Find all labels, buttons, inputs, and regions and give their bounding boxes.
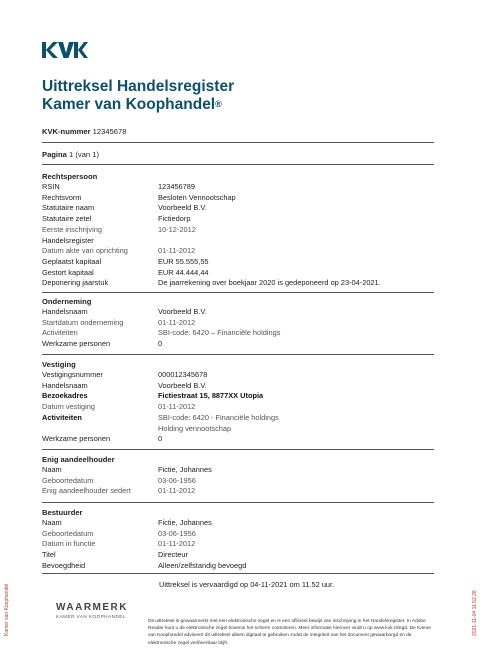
field-label: Datum akte van oprichting [42, 246, 128, 256]
field-value: EUR 44.444,44 [158, 267, 209, 277]
field-label: Handelsnaam [42, 380, 88, 390]
field-value: 01-11-2012 [158, 486, 196, 496]
field-label: Startdatum onderneming [42, 317, 124, 327]
field-label: RSIN [42, 182, 60, 191]
field-value: 01-11-2012 [158, 317, 196, 327]
field-value: 123456789 [158, 182, 195, 191]
title-line-2-text: Kamer van Koophandel [42, 96, 216, 113]
field-value: 03-06-1956 [158, 475, 196, 485]
kvk-logo [42, 42, 88, 58]
field-value: Besloten Vennootschap [158, 192, 236, 202]
field-label: Rechtsvorm [42, 192, 82, 202]
waarmerk-subtitle: KAMER VAN KOOPHANDEL [56, 614, 126, 619]
divider [42, 449, 434, 450]
side-label-left: Kamer van Koophandel [4, 583, 10, 636]
field-value: EUR 55.555,55 [158, 256, 209, 266]
section-vestiging [42, 359, 434, 445]
field-value: 03-06-1956 [158, 528, 196, 538]
field-label: Activiteiten [42, 328, 78, 338]
field-value: 0 [158, 434, 163, 444]
section-title: Rechtspersoon [42, 172, 98, 181]
field-label: Gestort kapitaal [42, 267, 94, 277]
field-label: Geboortedatum [42, 475, 94, 485]
page-label: Pagina [42, 150, 67, 159]
field-value: Voorbeeld B.V. [158, 203, 207, 213]
field-label: Statutaire naam [42, 203, 95, 213]
field-label: Naam [42, 465, 62, 474]
field-value: Fictiestraat 15, 8877XX Utopia [158, 391, 264, 401]
field-label: Geplaatst kapitaal [42, 256, 102, 266]
field-label: Enig aandeelhouder sedert [42, 486, 131, 496]
divider [42, 354, 434, 355]
field-value: 000012345678 [158, 370, 208, 379]
field-label: Naam [42, 518, 62, 527]
field-value: Fictie, Johannes [158, 518, 212, 527]
divider [42, 142, 434, 143]
section-title: Vestiging [42, 360, 76, 369]
section-title: Enig aandeelhouder [42, 455, 115, 464]
field-value: De jaarrekening over boekjaar 2020 is gedeponeerd op 23-04-2021. [158, 278, 381, 288]
divider [42, 573, 434, 574]
field-label: Datum in functie [42, 539, 96, 549]
field-label: Geboortedatum [42, 528, 94, 538]
field-label: Handelsregister [42, 235, 94, 245]
section-title: Onderneming [42, 297, 92, 306]
divider [42, 502, 434, 503]
kvk-number-label: KVK-nummer [42, 127, 91, 136]
kvk-number-value: 12345678 [92, 127, 127, 136]
section-rechtspersoon [42, 171, 434, 289]
divider [42, 292, 434, 293]
divider [42, 164, 434, 165]
section-bestuurder [42, 507, 434, 572]
document-title [42, 78, 234, 114]
field-label: Eerste inschrijving [42, 224, 102, 234]
field-label: Bezoekadres [42, 391, 88, 401]
field-value: Voorbeeld B.V. [158, 307, 207, 316]
field-label: Activiteiten [42, 412, 82, 422]
field-label: Werkzame personen [42, 339, 111, 349]
registered-mark: ® [215, 99, 222, 109]
field-value: Fictiedorp [158, 214, 191, 224]
title-line-2 [42, 96, 234, 114]
field-value: Directeur [158, 550, 188, 560]
field-label: Statutaire zetel [42, 214, 92, 224]
field-value: 01-11-2012 [158, 402, 196, 412]
field-value: 01-11-2012 [158, 246, 196, 256]
field-value: 0 [158, 339, 163, 349]
field-label: Titel [42, 550, 56, 560]
waarmerk-title: WAARMERK [56, 602, 128, 613]
field-label [42, 424, 158, 435]
section-title: Bestuurder [42, 508, 83, 517]
field-label: Vestigingsnummer [42, 370, 103, 379]
waarmerk-stamp [56, 602, 128, 619]
section-aandeelhouder [42, 454, 434, 497]
page-indicator [42, 150, 99, 159]
field-value: SBI-code: 6420 - Financiële holdings [158, 412, 279, 422]
section-onderneming [42, 296, 434, 350]
field-label: Deponering jaarstuk [42, 278, 109, 288]
side-timestamp: 2021-11-04 11:52:28 [472, 590, 478, 636]
extract-date: Uittreksel is vervaardigd op 04-11-2021 om 11.52 uur. [159, 580, 335, 589]
title-line-1: Uittreksel Handelsregister [42, 78, 235, 95]
field-label: Werkzame personen [42, 434, 111, 444]
disclaimer-text: Dit uittreksel is gewaarmerkt met een elektronische zegel en is een officieel bewijs van inschrijving in het Handelsregister. In Adobe Reader kunt u de elektronische zegel bovenin het scherm controleren. Meer informatie hierover vindt u op www.kvk.nl/egd. De Kamer van Koophandel adviseert dit uittreksel alleen digitaal te gebruiken zodat de integriteit van het document gewaarborgd en de elektronische zegel verifieerbaar blijft. [148, 619, 432, 646]
field-value: SBI-code: 6420 – Financiële holdings [158, 328, 281, 338]
field-value: Alleen/zelfstandig bevoegd [158, 560, 247, 570]
field-label: Bevoegdheid [42, 560, 86, 570]
page-value: 1 (van 1) [69, 150, 99, 159]
field-value: Voorbeeld B.V. [158, 380, 207, 390]
field-label: Handelsnaam [42, 307, 88, 316]
field-value: 10-12-2012 [158, 224, 196, 234]
field-value: Fictie, Johannes [158, 465, 212, 474]
field-value: Holding vennootschap [158, 423, 232, 433]
field-value: 01-11-2012 [158, 539, 196, 549]
field-value [158, 236, 434, 247]
kvk-number [42, 127, 126, 136]
field-label: Datum vestiging [42, 402, 95, 412]
